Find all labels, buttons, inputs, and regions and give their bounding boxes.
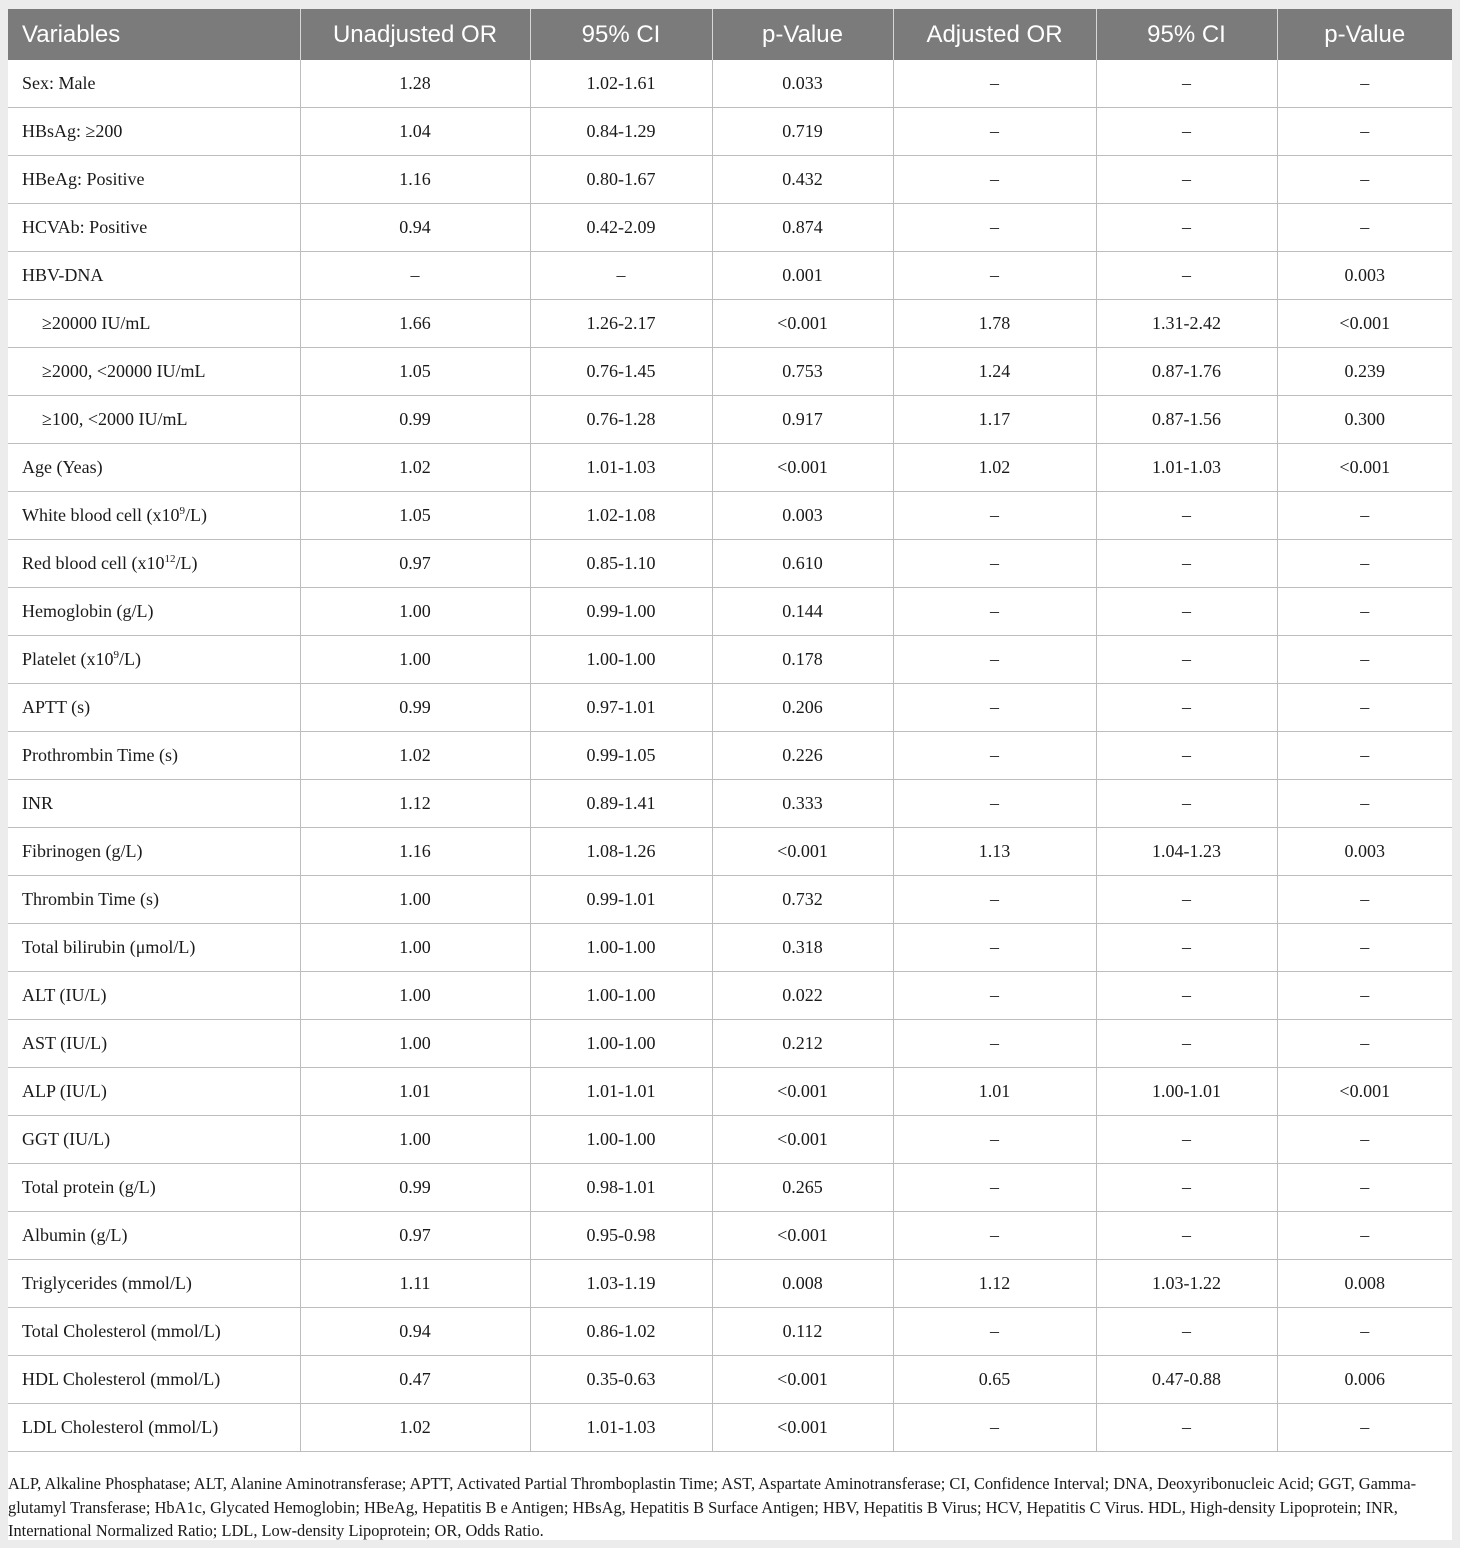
cell-adjusted-or: – [893,1116,1096,1164]
cell-adjusted-p: – [1277,588,1452,636]
cell-adjusted-ci: – [1096,732,1277,780]
cell-unadjusted-p: 0.112 [712,1308,893,1356]
cell-adjusted-ci: – [1096,1212,1277,1260]
cell-adjusted-p: <0.001 [1277,444,1452,492]
cell-adjusted-or: – [893,60,1096,108]
cell-unadjusted-p: <0.001 [712,828,893,876]
cell-adjusted-p: – [1277,1212,1452,1260]
table-row [8,732,1452,780]
variable-label: HDL Cholesterol (mmol/L) [22,1369,221,1389]
cell-adjusted-or: – [893,1164,1096,1212]
table-row [8,1308,1452,1356]
cell-unadjusted-ci: 1.00-1.00 [530,636,712,684]
cell-variable [8,1356,300,1404]
cell-unadjusted-p: 0.610 [712,540,893,588]
cell-unadjusted-or: 1.00 [300,636,530,684]
cell-unadjusted-or: 1.00 [300,972,530,1020]
cell-unadjusted-p: <0.001 [712,300,893,348]
cell-unadjusted-or: 1.00 [300,588,530,636]
cell-adjusted-ci: – [1096,204,1277,252]
cell-adjusted-ci: – [1096,588,1277,636]
cell-adjusted-or: – [893,972,1096,1020]
cell-adjusted-ci: – [1096,1116,1277,1164]
cell-adjusted-p: – [1277,924,1452,972]
cell-adjusted-ci: – [1096,108,1277,156]
cell-adjusted-or: – [893,876,1096,924]
cell-adjusted-or: – [893,492,1096,540]
table-row [8,1116,1452,1164]
cell-unadjusted-p: 0.333 [712,780,893,828]
table-row [8,540,1452,588]
cell-adjusted-ci: – [1096,1308,1277,1356]
cell-unadjusted-or: 0.94 [300,204,530,252]
cell-unadjusted-or: 1.01 [300,1068,530,1116]
cell-adjusted-p: – [1277,732,1452,780]
variable-unit: /L) [175,553,198,573]
variable-exponent: 9 [179,505,185,517]
table-row [8,444,1452,492]
cell-unadjusted-p: <0.001 [712,444,893,492]
cell-adjusted-ci: 0.47-0.88 [1096,1356,1277,1404]
table-row [8,1356,1452,1404]
cell-variable [8,828,300,876]
table-row [8,396,1452,444]
cell-unadjusted-or: 1.16 [300,828,530,876]
cell-adjusted-or: 0.65 [893,1356,1096,1404]
cell-adjusted-p: – [1277,972,1452,1020]
cell-adjusted-p: – [1277,156,1452,204]
cell-unadjusted-or: 0.99 [300,396,530,444]
cell-adjusted-ci: – [1096,924,1277,972]
cell-unadjusted-p: 0.144 [712,588,893,636]
cell-adjusted-p: – [1277,876,1452,924]
cell-adjusted-p: 0.003 [1277,828,1452,876]
cell-adjusted-p: – [1277,1404,1452,1452]
cell-adjusted-ci: – [1096,684,1277,732]
cell-variable [8,204,300,252]
cell-adjusted-ci: – [1096,876,1277,924]
variable-label: Prothrombin Time (s) [22,745,179,765]
cell-unadjusted-ci: 0.80-1.67 [530,156,712,204]
cell-unadjusted-ci: 1.01-1.03 [530,444,712,492]
cell-variable [8,300,300,348]
cell-variable [8,780,300,828]
variable-label: Hemoglobin (g/L) [22,601,154,621]
variable-label: ≥100, <2000 IU/mL [42,409,188,429]
cell-adjusted-p: 0.003 [1277,252,1452,300]
cell-variable [8,1308,300,1356]
cell-adjusted-p: 0.008 [1277,1260,1452,1308]
cell-adjusted-or: 1.02 [893,444,1096,492]
cell-unadjusted-p: 0.001 [712,252,893,300]
variable-label: HBsAg: ≥200 [22,121,123,141]
cell-adjusted-or: – [893,108,1096,156]
cell-variable [8,60,300,108]
cell-variable [8,156,300,204]
cell-adjusted-p: – [1277,108,1452,156]
cell-adjusted-ci: 0.87-1.56 [1096,396,1277,444]
cell-unadjusted-p: 0.732 [712,876,893,924]
cell-unadjusted-p: 0.265 [712,1164,893,1212]
cell-unadjusted-ci: 1.02-1.08 [530,492,712,540]
table-row [8,108,1452,156]
cell-unadjusted-p: <0.001 [712,1356,893,1404]
cell-unadjusted-ci: 0.98-1.01 [530,1164,712,1212]
cell-unadjusted-p: 0.178 [712,636,893,684]
cell-unadjusted-ci: 0.42-2.09 [530,204,712,252]
cell-adjusted-or: 1.01 [893,1068,1096,1116]
cell-unadjusted-p: <0.001 [712,1404,893,1452]
variable-unit: /L) [184,505,207,525]
cell-unadjusted-ci: 0.97-1.01 [530,684,712,732]
cell-adjusted-or: – [893,588,1096,636]
cell-variable [8,972,300,1020]
table-row [8,1404,1452,1452]
cell-unadjusted-ci: 0.99-1.00 [530,588,712,636]
table-row [8,1068,1452,1116]
cell-adjusted-p: – [1277,60,1452,108]
cell-variable [8,492,300,540]
cell-unadjusted-ci: 1.03-1.19 [530,1260,712,1308]
cell-adjusted-or: – [893,156,1096,204]
cell-unadjusted-ci: 1.08-1.26 [530,828,712,876]
cell-variable [8,1212,300,1260]
cell-unadjusted-or: 1.11 [300,1260,530,1308]
cell-variable [8,636,300,684]
cell-adjusted-or: – [893,780,1096,828]
cell-adjusted-ci: – [1096,492,1277,540]
table-header-row [8,9,1452,60]
cell-adjusted-ci: 0.87-1.76 [1096,348,1277,396]
cell-adjusted-ci: 1.01-1.03 [1096,444,1277,492]
cell-unadjusted-ci: 0.84-1.29 [530,108,712,156]
cell-variable [8,1164,300,1212]
variable-label: Fibrinogen (g/L) [22,841,143,861]
cell-unadjusted-or: 1.02 [300,1404,530,1452]
variable-label: White blood cell (x10 [22,505,180,525]
cell-unadjusted-or: 0.47 [300,1356,530,1404]
cell-unadjusted-or: 0.99 [300,1164,530,1212]
cell-unadjusted-or: 1.00 [300,924,530,972]
cell-adjusted-ci: – [1096,972,1277,1020]
table-row [8,636,1452,684]
cell-unadjusted-ci: 1.01-1.01 [530,1068,712,1116]
cell-adjusted-p: 0.300 [1277,396,1452,444]
cell-variable [8,1020,300,1068]
cell-variable [8,540,300,588]
cell-unadjusted-or: 1.00 [300,1116,530,1164]
cell-unadjusted-ci: 0.95-0.98 [530,1212,712,1260]
cell-unadjusted-or: 1.05 [300,492,530,540]
table-row [8,156,1452,204]
variable-label: ALP (IU/L) [22,1081,107,1101]
cell-adjusted-ci: 1.00-1.01 [1096,1068,1277,1116]
header-unadjusted-or: Unadjusted OR [300,9,530,60]
cell-unadjusted-or: 1.12 [300,780,530,828]
cell-adjusted-or: – [893,684,1096,732]
cell-variable [8,444,300,492]
cell-unadjusted-or: 1.00 [300,876,530,924]
cell-adjusted-or: – [893,732,1096,780]
cell-adjusted-or: – [893,1404,1096,1452]
cell-unadjusted-p: 0.318 [712,924,893,972]
variable-unit: /L) [118,649,141,669]
cell-adjusted-ci: 1.03-1.22 [1096,1260,1277,1308]
cell-unadjusted-or: 1.02 [300,732,530,780]
cell-unadjusted-p: 0.753 [712,348,893,396]
cell-adjusted-or: – [893,204,1096,252]
table-row [8,300,1452,348]
table-row [8,1020,1452,1068]
cell-adjusted-p: – [1277,1116,1452,1164]
cell-variable [8,252,300,300]
cell-unadjusted-p: 0.022 [712,972,893,1020]
variable-exponent: 12 [164,553,176,565]
cell-unadjusted-or: 0.97 [300,540,530,588]
cell-adjusted-p: – [1277,636,1452,684]
cell-unadjusted-or: 1.04 [300,108,530,156]
variable-label: APTT (s) [22,697,91,717]
cell-unadjusted-p: <0.001 [712,1212,893,1260]
table-row [8,924,1452,972]
cell-adjusted-p: <0.001 [1277,1068,1452,1116]
cell-unadjusted-ci: 1.00-1.00 [530,1020,712,1068]
cell-adjusted-p: – [1277,492,1452,540]
cell-adjusted-or: – [893,252,1096,300]
variable-label: ≥20000 IU/mL [42,313,151,333]
cell-unadjusted-ci: 1.00-1.00 [530,924,712,972]
cell-adjusted-or: – [893,1212,1096,1260]
table-row [8,348,1452,396]
cell-adjusted-ci: – [1096,780,1277,828]
cell-unadjusted-or: 1.28 [300,60,530,108]
cell-unadjusted-ci: 1.01-1.03 [530,1404,712,1452]
cell-adjusted-or: 1.12 [893,1260,1096,1308]
cell-adjusted-p: – [1277,780,1452,828]
cell-variable [8,1404,300,1452]
cell-unadjusted-p: 0.432 [712,156,893,204]
cell-unadjusted-or: 0.97 [300,1212,530,1260]
table-row [8,60,1452,108]
header-adjusted-p: p-Value [1277,9,1452,60]
cell-unadjusted-or: 1.16 [300,156,530,204]
variable-label: Total protein (g/L) [22,1177,156,1197]
cell-adjusted-or: 1.13 [893,828,1096,876]
table-row [8,876,1452,924]
variable-label: HBV-DNA [22,265,104,285]
table-row [8,204,1452,252]
cell-adjusted-p: – [1277,204,1452,252]
cell-adjusted-p: 0.239 [1277,348,1452,396]
variable-label: Sex: Male [22,73,96,93]
cell-unadjusted-p: 0.033 [712,60,893,108]
cell-adjusted-or: – [893,636,1096,684]
cell-adjusted-p: – [1277,1164,1452,1212]
cell-unadjusted-p: 0.917 [712,396,893,444]
cell-adjusted-or: 1.24 [893,348,1096,396]
cell-unadjusted-ci: 0.86-1.02 [530,1308,712,1356]
cell-variable [8,1068,300,1116]
cell-unadjusted-ci: 0.76-1.45 [530,348,712,396]
header-adjusted-or: Adjusted OR [893,9,1096,60]
cell-unadjusted-p: 0.719 [712,108,893,156]
cell-adjusted-or: – [893,924,1096,972]
cell-unadjusted-p: <0.001 [712,1116,893,1164]
cell-unadjusted-or: 1.66 [300,300,530,348]
cell-variable [8,924,300,972]
cell-adjusted-p: 0.006 [1277,1356,1452,1404]
cell-unadjusted-or: 1.00 [300,1020,530,1068]
cell-adjusted-ci: 1.31-2.42 [1096,300,1277,348]
variable-label: Triglycerides (mmol/L) [22,1273,192,1293]
cell-unadjusted-ci: 0.99-1.01 [530,876,712,924]
table-container [8,9,1452,1540]
cell-variable [8,108,300,156]
cell-unadjusted-p: <0.001 [712,1068,893,1116]
cell-unadjusted-p: 0.206 [712,684,893,732]
variable-exponent: 9 [113,649,119,661]
cell-adjusted-p: – [1277,1020,1452,1068]
cell-unadjusted-ci: – [530,252,712,300]
table-row [8,252,1452,300]
variable-label: Total Cholesterol (mmol/L) [22,1321,221,1341]
variable-label: Total bilirubin (μmol/L) [22,937,196,957]
cell-unadjusted-ci: 1.26-2.17 [530,300,712,348]
cell-adjusted-or: – [893,1020,1096,1068]
cell-unadjusted-or: 0.99 [300,684,530,732]
variable-label: GGT (IU/L) [22,1129,111,1149]
cell-unadjusted-ci: 0.89-1.41 [530,780,712,828]
variable-label: Age (Yeas) [22,457,103,477]
cell-unadjusted-ci: 1.00-1.00 [530,972,712,1020]
cell-unadjusted-p: 0.003 [712,492,893,540]
cell-adjusted-ci: – [1096,1020,1277,1068]
cell-unadjusted-ci: 0.99-1.05 [530,732,712,780]
cell-unadjusted-p: 0.212 [712,1020,893,1068]
cell-adjusted-p: – [1277,1308,1452,1356]
cell-variable [8,1260,300,1308]
variable-label: INR [22,793,53,813]
cell-variable [8,396,300,444]
cell-adjusted-ci: – [1096,1404,1277,1452]
table-row [8,780,1452,828]
variable-label: Albumin (g/L) [22,1225,128,1245]
table-row [8,1212,1452,1260]
table-row [8,684,1452,732]
cell-adjusted-or: – [893,540,1096,588]
table-row [8,1260,1452,1308]
cell-unadjusted-ci: 0.35-0.63 [530,1356,712,1404]
cell-unadjusted-p: 0.226 [712,732,893,780]
table-footnote: ALP, Alkaline Phosphatase; ALT, Alanine Aminotransferase; APTT, Activated Partial Thromboplastin Time; AST, Aspartate Aminotransferase; CI, Confidence Interval; DNA, Deoxyribonucleic Acid; GGT, Gamma-glutamyl Transferase; HbA1c, Glycated Hemoglobin; HBeAg, Hepatitis B e Antigen; HBsAg, Hepatitis B Surface Antigen; HBV, Hepatitis B Virus; HCV, Hepatitis C Virus. HDL, High-density Lipoprotein; INR, International Normalized Ratio; LDL, Low-density Lipoprotein; OR, Odds Ratio. [8,1474,1417,1540]
header-variables: Variables [8,9,300,60]
cell-variable [8,732,300,780]
variable-label: ≥2000, <20000 IU/mL [42,361,206,381]
table-body [8,60,1452,1452]
cell-unadjusted-ci: 0.76-1.28 [530,396,712,444]
cell-unadjusted-or: 0.94 [300,1308,530,1356]
cell-adjusted-ci: – [1096,60,1277,108]
cell-variable [8,876,300,924]
variable-label: HBeAg: Positive [22,169,145,189]
cell-adjusted-ci: – [1096,636,1277,684]
cell-adjusted-p: – [1277,540,1452,588]
cell-variable [8,684,300,732]
cell-unadjusted-or: 1.02 [300,444,530,492]
variable-label: Thrombin Time (s) [22,889,160,909]
variable-label: ALT (IU/L) [22,985,107,1005]
cell-adjusted-or: 1.17 [893,396,1096,444]
cell-adjusted-ci: – [1096,156,1277,204]
cell-variable [8,588,300,636]
table-row [8,828,1452,876]
variable-label: Red blood cell (x10 [22,553,165,573]
variable-label: AST (IU/L) [22,1033,108,1053]
cell-adjusted-ci: – [1096,540,1277,588]
header-unadjusted-p: p-Value [712,9,893,60]
cell-variable [8,1116,300,1164]
table-row [8,1164,1452,1212]
cell-adjusted-p: – [1277,684,1452,732]
cell-unadjusted-ci: 1.00-1.00 [530,1116,712,1164]
table-row [8,492,1452,540]
header-unadjusted-ci: 95% CI [530,9,712,60]
variable-label: HCVAb: Positive [22,217,148,237]
cell-unadjusted-or: – [300,252,530,300]
cell-adjusted-p: <0.001 [1277,300,1452,348]
cell-unadjusted-p: 0.874 [712,204,893,252]
cell-unadjusted-ci: 0.85-1.10 [530,540,712,588]
table-row [8,588,1452,636]
table-row [8,972,1452,1020]
variable-label: LDL Cholesterol (mmol/L) [22,1417,219,1437]
variable-label: Platelet (x10 [22,649,114,669]
cell-variable [8,348,300,396]
odds-ratio-table [8,9,1452,1452]
header-adjusted-ci: 95% CI [1096,9,1277,60]
cell-unadjusted-p: 0.008 [712,1260,893,1308]
cell-adjusted-ci: – [1096,1164,1277,1212]
cell-adjusted-or: – [893,1308,1096,1356]
cell-adjusted-or: 1.78 [893,300,1096,348]
cell-unadjusted-ci: 1.02-1.61 [530,60,712,108]
cell-adjusted-ci: – [1096,252,1277,300]
cell-unadjusted-or: 1.05 [300,348,530,396]
cell-adjusted-ci: 1.04-1.23 [1096,828,1277,876]
